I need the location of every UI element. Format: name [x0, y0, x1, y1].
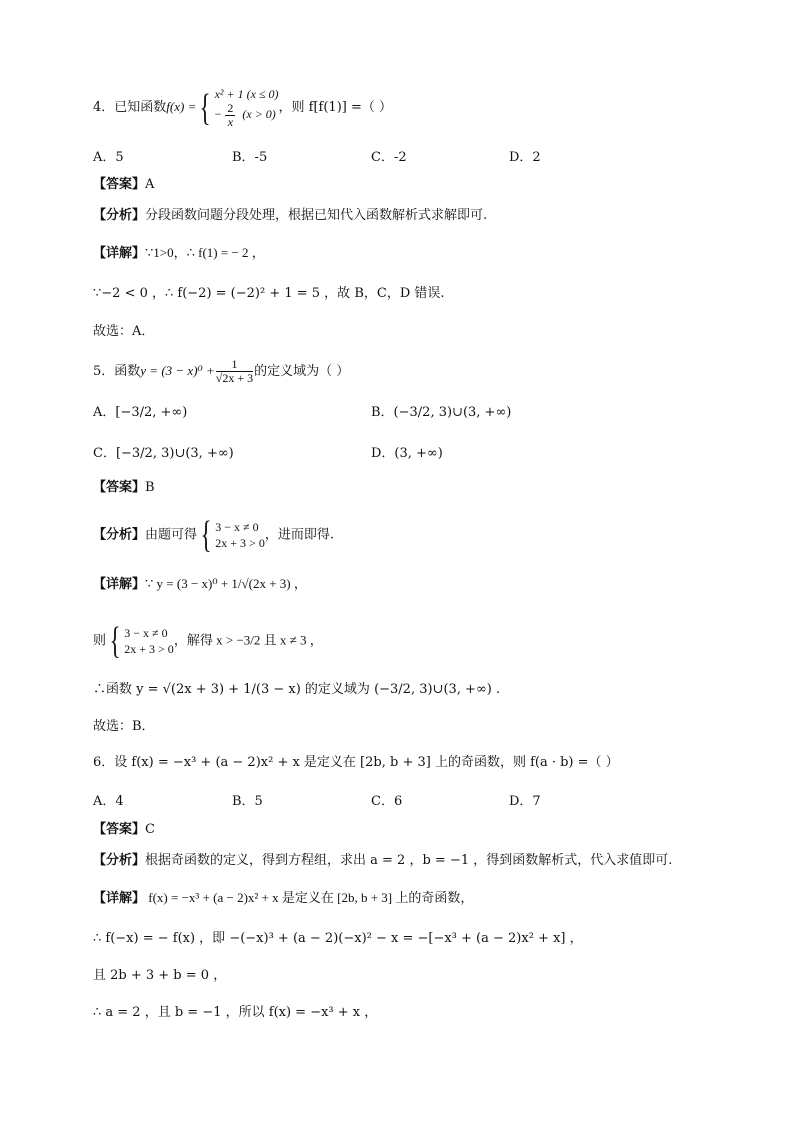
q6-analysis-tag: 【分析】 [93, 853, 146, 868]
q5-detail-sys-line-1: 3 − x ≠ 0 [124, 626, 168, 640]
q5-sys-line-2: 2x + 3 > 0 [215, 536, 265, 550]
q5-detail-3: ∴函数 y = √(2x + 3) + 1/(3 − x) 的定义域为 (−3/2, 3)∪(3, +∞) . [93, 682, 501, 697]
q5-analysis-prefix: 由题可得 [145, 527, 198, 543]
q4-answer-value: A [145, 177, 155, 192]
q5-option-d: D．(3, +∞) [371, 446, 443, 461]
q5-sys-line-1: 3 − x ≠ 0 [215, 520, 259, 534]
q6-detail-1-text: f(x) = −x³ + (a − 2)x² + x 是定义在 [2b, b + 3] 上的奇函数， [145, 890, 474, 905]
q4-option-b: B．-5 [232, 150, 268, 165]
q4-case2-frac [225, 102, 235, 129]
q5-analysis-tag: 【分析】 [93, 527, 146, 543]
q5-detail-2-suffix: ，解得 x > −3/2 且 x ≠ 3 ， [173, 632, 323, 648]
q6-analysis [93, 852, 672, 870]
q5-analysis-system [215, 519, 265, 551]
q4-analysis-text: 分段函数问题分段处理，根据已知代入函数解析式求解即可. [145, 208, 488, 223]
q5-detail-system [124, 625, 174, 657]
q6-detail-1 [93, 889, 473, 908]
q5-analysis-suffix: ，进而即得. [264, 527, 334, 543]
q5-frac-num: 1 [216, 358, 253, 372]
q6-option-c: C．6 [371, 794, 403, 809]
q6-option-d: D．7 [509, 794, 541, 809]
q6-detail-3: 且 2b + 3 + b = 0 ， [93, 968, 227, 983]
q6-stem: 6．设 f(x) = −x³ + (a − 2)x² + x 是定义在 [2b, b + 3] 上的奇函数，则 f(a · b) =（ ） [93, 755, 619, 770]
q4-option-d: D．2 [509, 150, 541, 165]
q5-option-a: A．[−3/2, +∞) [93, 405, 188, 420]
q5-stem-prefix: 5．函数 [93, 364, 141, 379]
q4-detail-2: ∵−2 < 0 ，∴ f(−2) = (−2)² + 1 = 5 ，故 B，C，D 错误. [93, 286, 445, 301]
q4-option-a: A．5 [93, 150, 124, 165]
q4-case2-num: 2 [227, 101, 234, 115]
q5-analysis-brace: { [200, 514, 212, 556]
q6-detail-tag: 【详解】 [93, 891, 146, 906]
q4-answer-tag: 【答案】 [93, 177, 146, 192]
q5-frac-den: √2x + 3 [215, 371, 254, 385]
q5-analysis [93, 516, 334, 554]
q4-detail-1 [93, 244, 265, 263]
q6-answer-tag: 【答案】 [93, 822, 146, 837]
q4-option-c: C．-2 [371, 150, 407, 165]
q5-stem-expr: y = (3 − x)⁰ + [140, 363, 215, 378]
q5-detail-sys-line-2: 2x + 3 > 0 [124, 642, 174, 656]
q5-stem-frac [216, 358, 253, 385]
q4-case2: − $\frac{2}{x}$ (x > 0) [214, 101, 276, 129]
q5-stem-suffix: 的定义域为（ ） [254, 364, 350, 379]
q4-case1: x² + 1 (x ≤ 0) [214, 87, 279, 101]
q5-detail-2 [93, 622, 323, 660]
q4-conclusion: 故选：A． [93, 324, 155, 339]
q5-option-c: C．[−3/2, 3)∪(3, +∞) [93, 446, 234, 461]
q4-stem [93, 86, 392, 129]
q6-detail-2: ∴ f(−x) = − f(x) ，即 −(−x)³ + (a − 2)(−x)² − x = −[−x³ + (a − 2)x² + x] ， [93, 931, 583, 946]
q4-case2-den: x [227, 115, 234, 129]
q6-option-a: A．4 [93, 794, 124, 809]
q5-answer [93, 479, 155, 497]
q5-option-b: B．(−3/2, 3)∪(3, +∞) [371, 405, 512, 420]
q5-stem [93, 358, 349, 385]
q4-detail-1-text: ∵1>0，∴ f(1) = − 2 ， [145, 245, 265, 260]
q5-detail-tag: 【详解】 [93, 577, 146, 592]
q4-answer [93, 176, 154, 194]
q6-detail-4: ∴ a = 2 ，且 b = −1 ，所以 f(x) = −x³ + x ， [93, 1005, 378, 1020]
q6-answer-value: C [145, 822, 155, 837]
q5-detail-1 [93, 575, 307, 594]
q6-option-b: B．5 [232, 794, 263, 809]
q4-case2-cond: (x > 0) [242, 107, 276, 122]
q4-brace: { [199, 86, 211, 129]
q4-stem-prefix: 4．已知函数 [93, 100, 167, 115]
q4-analysis-tag: 【分析】 [93, 208, 146, 223]
q4-fx: f(x) = [166, 99, 197, 114]
q5-detail-2-prefix: 则 [93, 633, 107, 649]
q5-conclusion: 故选：B． [93, 719, 155, 734]
q5-answer-value: B [145, 480, 155, 495]
q4-detail-tag: 【详解】 [93, 246, 146, 261]
q6-answer [93, 821, 155, 839]
q4-cases [215, 86, 279, 129]
q6-analysis-text: 根据奇函数的定义，得到方程组，求出 a = 2 ，b = −1 ，得到函数解析式，代入求值即可. [145, 853, 673, 868]
q4-stem-suffix: ，则 f[f(1)] =（ ） [278, 100, 393, 115]
q5-detail-brace: { [109, 620, 121, 662]
q5-answer-tag: 【答案】 [93, 480, 146, 495]
q5-detail-1-text: ∵ y = (3 − x)⁰ + 1/√(2x + 3) ， [145, 576, 307, 591]
q4-analysis [93, 207, 487, 225]
